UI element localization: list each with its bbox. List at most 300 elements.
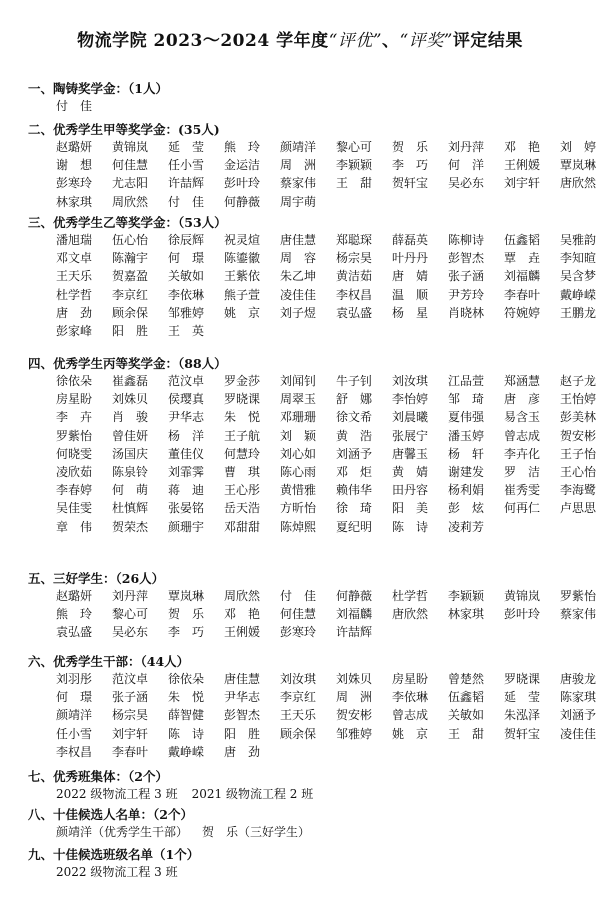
student-name: 邹雅婷 (168, 305, 205, 320)
student-name: 赵子龙 (560, 374, 597, 388)
student-name: 杨宗昊 (112, 708, 149, 723)
student-name: 陈柳诗 (448, 233, 485, 247)
name-row (28, 725, 597, 743)
student-name: 夏纪明 (336, 519, 373, 534)
student-name: 范汶卓 (168, 374, 205, 388)
student-name: 潘旭瑞 (56, 233, 93, 247)
student-name: 刘涵予 (560, 708, 597, 723)
student-name: 黄洁茹 (336, 269, 373, 284)
student-name: 房星盼 (56, 392, 93, 407)
student-name: 覃岚琳 (560, 158, 597, 173)
student-name: 周宇萌 (280, 194, 317, 209)
student-name: 贺 乐 (168, 607, 205, 622)
student-name: 彭寒玲 (56, 176, 93, 191)
student-name: 刘宇轩 (112, 726, 149, 741)
student-name: 唐佳慧 (224, 672, 261, 686)
student-name: 彭叶玲 (224, 176, 261, 191)
student-name: 尹华志 (224, 690, 261, 705)
student-name: 关敏如 (168, 269, 205, 284)
student-name: 何静薇 (336, 589, 373, 603)
student-name: 蔡家伟 (280, 176, 317, 191)
section-heading: 三、优秀学生乙等奖学金：（53人） (28, 215, 227, 230)
student-name: 何再仁 (504, 501, 541, 516)
section-4 (28, 355, 597, 536)
student-name: 李 巧 (392, 158, 429, 173)
student-name: 刘子煜 (280, 305, 317, 320)
student-name: 朱 悦 (168, 690, 205, 705)
section-1 (28, 80, 588, 115)
student-name: 陈鎏徽 (224, 251, 261, 266)
student-name: 金运洁 (224, 158, 261, 173)
student-name: 黎心可 (112, 607, 149, 622)
student-name: 李海鹭 (560, 483, 597, 498)
name-row (28, 390, 597, 408)
list-item: 贺 乐（三好学生） (202, 825, 311, 839)
student-name: 林家琪 (56, 194, 93, 209)
student-name: 陈心雨 (280, 464, 317, 479)
student-name: 吴必东 (112, 625, 149, 640)
title-quote-evaluation: “评优” (328, 31, 382, 51)
student-name: 任小雪 (168, 158, 205, 173)
student-name: 凌佳佳 (560, 726, 597, 741)
student-name: 王俐媛 (224, 625, 261, 640)
student-name: 袁弘盛 (336, 305, 373, 320)
student-name: 邓 炬 (336, 464, 373, 479)
student-name: 刘宇轩 (504, 176, 541, 191)
student-name: 王 英 (168, 323, 205, 338)
student-name: 薛智健 (168, 708, 205, 723)
student-name: 杨 洋 (168, 428, 205, 443)
student-name: 徐辰辉 (168, 233, 205, 247)
name-row (28, 445, 597, 463)
section-3 (28, 214, 597, 340)
student-name: 刘汝琪 (280, 672, 317, 686)
student-name: 李依琳 (168, 287, 205, 302)
student-name: 曹 琪 (224, 464, 261, 479)
item-row (28, 863, 588, 881)
name-row (28, 174, 597, 192)
student-name: 彭叶玲 (504, 607, 541, 622)
student-name: 李卉化 (504, 446, 541, 461)
student-name: 何 璟 (168, 251, 205, 266)
student-name: 李权昌 (56, 744, 93, 759)
list-item: 颜靖洋（优秀学生干部） (56, 825, 189, 839)
student-name: 刘 婷 (560, 140, 597, 154)
student-name: 邓 艳 (224, 607, 261, 622)
student-name: 曾志成 (392, 708, 429, 723)
name-row (28, 193, 588, 211)
student-name: 何晓雯 (56, 446, 93, 461)
student-name: 徐 琦 (336, 501, 373, 516)
section-5 (28, 570, 597, 642)
section-9 (28, 846, 588, 881)
student-name: 王子怡 (560, 446, 597, 461)
student-name: 邹雅婷 (336, 726, 373, 741)
student-name: 吴雅韵 (560, 233, 597, 247)
student-name: 凌莉芳 (448, 519, 485, 534)
student-name: 周 容 (280, 251, 317, 266)
list-item: 2022 级物流工程 3 班 (56, 865, 178, 879)
student-name: 田丹容 (392, 483, 429, 498)
student-name: 黄锦岚 (112, 140, 149, 154)
student-name: 邓甜甜 (224, 519, 261, 534)
student-name: 李京红 (112, 287, 149, 302)
student-name: 舒 娜 (336, 392, 373, 407)
student-name: 林家琪 (448, 607, 485, 622)
student-name: 徐依朵 (168, 672, 205, 686)
section-heading: 四、优秀学生丙等奖学金：（88人） (28, 356, 227, 371)
student-name: 彭美林 (560, 410, 597, 425)
student-name: 朱乙坤 (280, 269, 317, 284)
student-name: 姚 京 (392, 726, 429, 741)
student-name: 尤志阳 (112, 176, 149, 191)
name-row (28, 623, 588, 641)
student-name: 姚 京 (224, 305, 261, 320)
student-name: 王心怡 (560, 464, 597, 479)
student-name: 郑涵慧 (504, 374, 541, 388)
student-name: 熊子萱 (224, 287, 261, 302)
student-name: 任小雪 (56, 726, 93, 741)
student-name: 王俐媛 (504, 158, 541, 173)
student-name: 付 佳 (56, 99, 93, 113)
student-name: 刘心如 (280, 446, 317, 461)
student-name: 郑聪琛 (336, 233, 373, 247)
student-name: 刘丹萍 (112, 589, 149, 603)
student-name: 陈 诗 (392, 519, 429, 534)
name-row (28, 97, 588, 115)
student-name: 王紫依 (224, 269, 261, 284)
name-row (28, 688, 597, 706)
student-name: 张展宁 (392, 428, 429, 443)
name-row (28, 605, 597, 623)
name-row (28, 156, 597, 174)
student-name: 杜学哲 (392, 589, 429, 603)
section-8 (28, 806, 588, 841)
student-name: 肖 骏 (112, 410, 149, 425)
name-row (28, 408, 597, 426)
name-row (28, 249, 597, 267)
student-name: 贺安彬 (560, 428, 597, 443)
student-name: 黄 婧 (392, 464, 429, 479)
student-name: 杜学哲 (56, 287, 93, 302)
name-row (28, 427, 597, 445)
student-name: 唐 劲 (56, 305, 93, 320)
student-name: 岳天浩 (224, 501, 261, 516)
name-row (28, 267, 597, 285)
section-heading: 二、优秀学生甲等奖学金：(35人) (28, 122, 220, 137)
student-name: 彭智杰 (224, 708, 261, 723)
student-name: 许喆辉 (336, 625, 373, 640)
student-name: 唐佳慧 (280, 233, 317, 247)
student-name: 彭智杰 (448, 251, 485, 266)
student-name: 贺轩宝 (392, 176, 429, 191)
student-name: 罗 洁 (504, 464, 541, 479)
student-name: 伍鑫韬 (504, 233, 541, 247)
student-name: 蔡家伟 (560, 607, 597, 622)
student-name: 戴峥嵘 (560, 287, 597, 302)
student-name: 李颖颖 (336, 158, 373, 173)
student-name: 关敏如 (448, 708, 485, 723)
student-name: 何佳慧 (112, 158, 149, 173)
name-row (28, 499, 597, 517)
section-heading: 一、陶铸奖学金：（1人） (28, 81, 168, 96)
student-name: 祝灵煊 (224, 233, 261, 247)
list-item: 2021 级物流工程 2 班 (191, 787, 314, 801)
item-row (28, 823, 588, 841)
student-name: 符婉婷 (504, 305, 541, 320)
student-name: 罗晓课 (504, 672, 541, 686)
section-heading: 五、三好学生：（26人） (28, 571, 165, 586)
student-name: 延 莹 (168, 140, 205, 154)
student-name: 罗紫怡 (56, 428, 93, 443)
student-name: 王天乐 (56, 269, 93, 284)
name-row (28, 743, 588, 761)
student-name: 刘汝琪 (392, 374, 429, 388)
student-name: 杨 轩 (448, 446, 485, 461)
student-name: 刘羽彤 (56, 672, 93, 686)
student-name: 赵璐妍 (56, 140, 93, 154)
item-row (28, 785, 588, 803)
student-name: 彭寒玲 (280, 625, 317, 640)
student-name: 潘玉婷 (448, 428, 485, 443)
student-name: 杜慎辉 (112, 501, 149, 516)
student-name: 李 巧 (168, 625, 205, 640)
student-name: 袁弘盛 (56, 625, 93, 640)
name-row (28, 518, 588, 536)
student-name: 蒋 迪 (168, 483, 205, 498)
name-row (28, 322, 588, 340)
student-name: 唐骏龙 (560, 672, 597, 686)
student-name: 罗紫怡 (560, 589, 597, 603)
student-name: 陈瀚宇 (112, 251, 149, 266)
section-heading: 七、优秀班集体：（2个） (28, 769, 168, 784)
student-name: 戴峥嵘 (168, 744, 205, 759)
student-name: 刘姝贝 (112, 392, 149, 407)
student-name: 汤国庆 (112, 446, 149, 461)
student-name: 黄 浩 (336, 428, 373, 443)
student-name: 唐 婧 (392, 269, 429, 284)
section-heading: 九、十佳候选班级名单（1个） (28, 847, 200, 862)
student-name: 邓文卓 (56, 251, 93, 266)
student-name: 凌欣茹 (56, 464, 93, 479)
student-name: 周 洲 (280, 158, 317, 173)
student-name: 付 佳 (168, 194, 205, 209)
section-6 (28, 653, 597, 761)
student-name: 顾余保 (280, 726, 317, 741)
student-name: 叶丹丹 (392, 251, 429, 266)
student-name: 周 洲 (336, 690, 373, 705)
student-name: 方昕怡 (280, 501, 317, 516)
title-prefix: 物流学院 2023～2024 学年度 (77, 31, 329, 51)
student-name: 崔秀雯 (504, 483, 541, 498)
student-name: 唐 彦 (504, 392, 541, 407)
student-name: 覃岚琳 (168, 589, 205, 603)
student-name: 杨 星 (392, 305, 429, 320)
student-name: 陈 诗 (168, 726, 205, 741)
title-separator: 、 (381, 31, 400, 51)
student-name: 谢建发 (448, 464, 485, 479)
student-name: 伍鑫韬 (448, 690, 485, 705)
student-name: 刘涵予 (336, 446, 373, 461)
section-heading: 六、优秀学生干部：（44人） (28, 654, 190, 669)
student-name: 刘福麟 (336, 607, 373, 622)
student-name: 张子涵 (448, 269, 485, 284)
student-name: 曾楚然 (448, 672, 485, 686)
student-name: 李权昌 (336, 287, 373, 302)
student-name: 黄锦岚 (504, 589, 541, 603)
student-name: 曾志成 (504, 428, 541, 443)
name-row (28, 304, 597, 322)
student-name: 李 卉 (56, 410, 93, 425)
student-name: 刘闻钊 (280, 374, 317, 388)
student-name: 朱泓泽 (504, 708, 541, 723)
student-name: 贺嘉盈 (112, 269, 149, 284)
student-name: 陈家琪 (560, 690, 597, 705)
student-name: 谢 想 (56, 158, 93, 173)
student-name: 黄惜雅 (280, 483, 317, 498)
student-name: 刘姝贝 (336, 672, 373, 686)
student-name: 董佳仪 (168, 446, 205, 461)
name-row (28, 372, 597, 390)
student-name: 罗晓课 (224, 392, 261, 407)
student-name: 贺 乐 (392, 140, 429, 154)
student-name: 徐依朵 (56, 374, 93, 388)
student-name: 何 萌 (112, 483, 149, 498)
student-name: 彭家峰 (56, 323, 93, 338)
student-name: 杨宗昊 (336, 251, 373, 266)
student-name: 易含玉 (504, 410, 541, 425)
student-name: 吴佳雯 (56, 501, 93, 516)
student-name: 周欣然 (112, 194, 149, 209)
student-name: 唐馨玉 (392, 446, 429, 461)
name-row (28, 138, 597, 156)
student-name: 夏伟强 (448, 410, 485, 425)
name-row (28, 706, 597, 724)
student-name: 何慧玲 (224, 446, 261, 461)
student-name: 阳 美 (392, 501, 429, 516)
student-name: 尹华志 (168, 410, 205, 425)
student-name: 何 洋 (448, 158, 485, 173)
student-name: 唐欣然 (560, 176, 597, 191)
student-name: 唐 劲 (224, 744, 261, 759)
student-name: 李京红 (280, 690, 317, 705)
student-name: 王 甜 (448, 726, 485, 741)
student-name: 伍心怡 (112, 233, 149, 247)
page-title (0, 26, 600, 51)
student-name: 杨利娟 (448, 483, 485, 498)
student-name: 周翠玉 (280, 392, 317, 407)
student-name: 王天乐 (280, 708, 317, 723)
student-name: 张晏铭 (168, 501, 205, 516)
student-name: 曾佳妍 (112, 428, 149, 443)
section-2 (28, 121, 597, 211)
student-name: 卢思思 (560, 501, 597, 516)
student-name: 李颖颖 (448, 589, 485, 603)
student-name: 覃 垚 (504, 251, 541, 266)
student-name: 章 伟 (56, 519, 93, 534)
student-name: 王子航 (224, 428, 261, 443)
student-name: 刘福麟 (504, 269, 541, 284)
student-name: 王心彤 (224, 483, 261, 498)
student-name: 刘 颖 (280, 428, 317, 443)
student-name: 贺轩宝 (504, 726, 541, 741)
student-name: 何 璟 (56, 690, 93, 705)
student-name: 王 甜 (336, 176, 373, 191)
student-name: 王鹏龙 (560, 305, 597, 320)
student-name: 熊 玲 (224, 140, 261, 154)
student-name: 唐欣然 (392, 607, 429, 622)
list-item: 2022 级物流工程 3 班 (56, 787, 178, 801)
section-heading: 八、十佳候选人名单：（2个） (28, 807, 193, 822)
student-name: 彭 炫 (448, 501, 485, 516)
student-name: 刘丹萍 (448, 140, 485, 154)
name-row (28, 587, 597, 605)
student-name: 牛子钊 (336, 374, 373, 388)
student-name: 赵璐妍 (56, 589, 93, 603)
student-name: 陈泉铃 (112, 464, 149, 479)
student-name: 陈焯熙 (280, 519, 317, 534)
student-name: 王怡婷 (560, 392, 597, 407)
student-name: 许喆辉 (168, 176, 205, 191)
student-name: 李知暄 (560, 251, 597, 266)
student-name: 李春叶 (504, 287, 541, 302)
student-name: 吴含梦 (560, 269, 597, 284)
student-name: 阳 胜 (112, 323, 149, 338)
student-name: 吴必东 (448, 176, 485, 191)
student-name: 张子涵 (112, 690, 149, 705)
student-name: 邓珊珊 (280, 410, 317, 425)
student-name: 凌佳佳 (280, 287, 317, 302)
student-name: 颜珊宇 (168, 519, 205, 534)
student-name: 尹芳玲 (448, 287, 485, 302)
student-name: 李春叶 (112, 744, 149, 759)
student-name: 何静薇 (224, 194, 261, 209)
student-name: 江品萱 (448, 374, 485, 388)
student-name: 罗金莎 (224, 374, 261, 388)
student-name: 李春婷 (56, 483, 93, 498)
student-name: 范汶卓 (112, 672, 149, 686)
section-7 (28, 768, 588, 803)
title-quote-award: “评奖” (399, 31, 453, 51)
student-name: 崔鑫磊 (112, 374, 149, 388)
student-name: 延 莹 (504, 690, 541, 705)
name-row (28, 463, 597, 481)
name-row (28, 481, 597, 499)
name-row (28, 231, 597, 249)
student-name: 朱 悦 (224, 410, 261, 425)
name-row (28, 670, 597, 688)
student-name: 肖晓林 (448, 305, 485, 320)
student-name: 黎心可 (336, 140, 373, 154)
student-name: 房星盼 (392, 672, 429, 686)
student-name: 贺荣杰 (112, 519, 149, 534)
student-name: 刘霏霁 (168, 464, 205, 479)
student-name: 李怡婷 (392, 392, 429, 407)
student-name: 贺安彬 (336, 708, 373, 723)
student-name: 邓 艳 (504, 140, 541, 154)
student-name: 薛磊英 (392, 233, 429, 247)
student-name: 刘晨曦 (392, 410, 429, 425)
student-name: 李依琳 (392, 690, 429, 705)
student-name: 温 顺 (392, 287, 429, 302)
student-name: 周欣然 (224, 589, 261, 603)
student-name: 顾余保 (112, 305, 149, 320)
student-name: 邹 琦 (448, 392, 485, 407)
student-name: 颜靖洋 (280, 140, 317, 154)
student-name: 颜靖洋 (56, 708, 93, 723)
title-suffix: 评定结果 (452, 31, 523, 51)
student-name: 侯璎真 (168, 392, 205, 407)
